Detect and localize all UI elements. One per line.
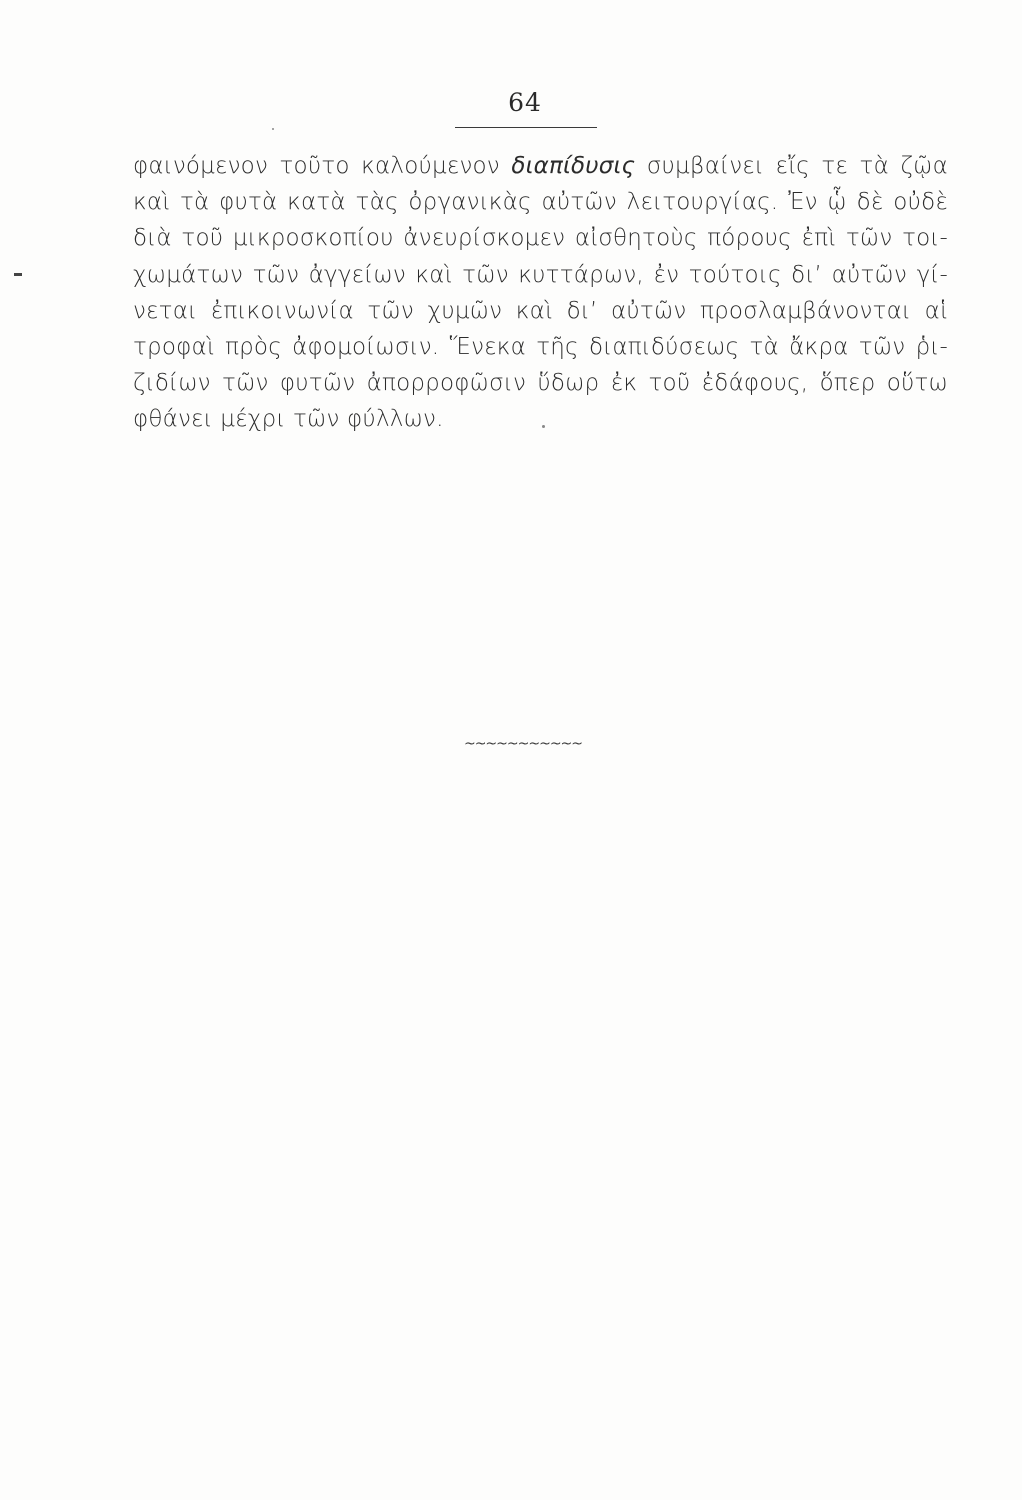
text-line: νεται ἐπικοινωνία τῶν χυμῶν καὶ δι’ αὐτῶν προσλαμβάνονται αἱ xyxy=(133,297,948,324)
text-line: ζιδίων τῶν φυτῶν ἀπορροφῶσιν ὕδωρ ἐκ τοῦ ἐδάφους, ὅπερ οὕτω xyxy=(133,370,948,397)
paper-speck xyxy=(542,425,545,428)
page-number: 64 xyxy=(508,88,542,117)
paper-speck xyxy=(272,128,274,130)
italic-term: διαπίδυσις xyxy=(511,153,636,179)
text-line: φθάνει μέχρι τῶν φύλλων. xyxy=(133,406,444,433)
text-line: φαινόμενον τοῦτο καλούμενον διαπίδυσις συμβαίνει εἴς τε τὰ ζῷα xyxy=(133,153,949,179)
text-line: διὰ τοῦ μικροσκοπίου ἀνευρίσκομεν αἰσθητοὺς πόρους ἐπὶ τῶν τοι- xyxy=(133,225,948,252)
margin-mark xyxy=(14,273,22,276)
end-ornament: ~~~~~~~~~~~ xyxy=(463,736,583,752)
text-line: τροφαὶ πρὸς ἀφομοίωσιν. Ἕνεκα τῆς διαπιδύσεως τὰ ἄκρα τῶν ῥι- xyxy=(133,333,948,360)
paragraph xyxy=(133,148,948,438)
text-line: χωμάτων τῶν ἀγγείων καὶ τῶν κυττάρων, ἐν τούτοις δι’ αὐτῶν γί- xyxy=(133,261,948,288)
header-rule xyxy=(455,127,597,128)
text-line: καὶ τὰ φυτὰ κατὰ τὰς ὀργανικὰς αὐτῶν λειτουργίας. Ἐν ᾧ δὲ οὐδὲ xyxy=(133,189,948,216)
